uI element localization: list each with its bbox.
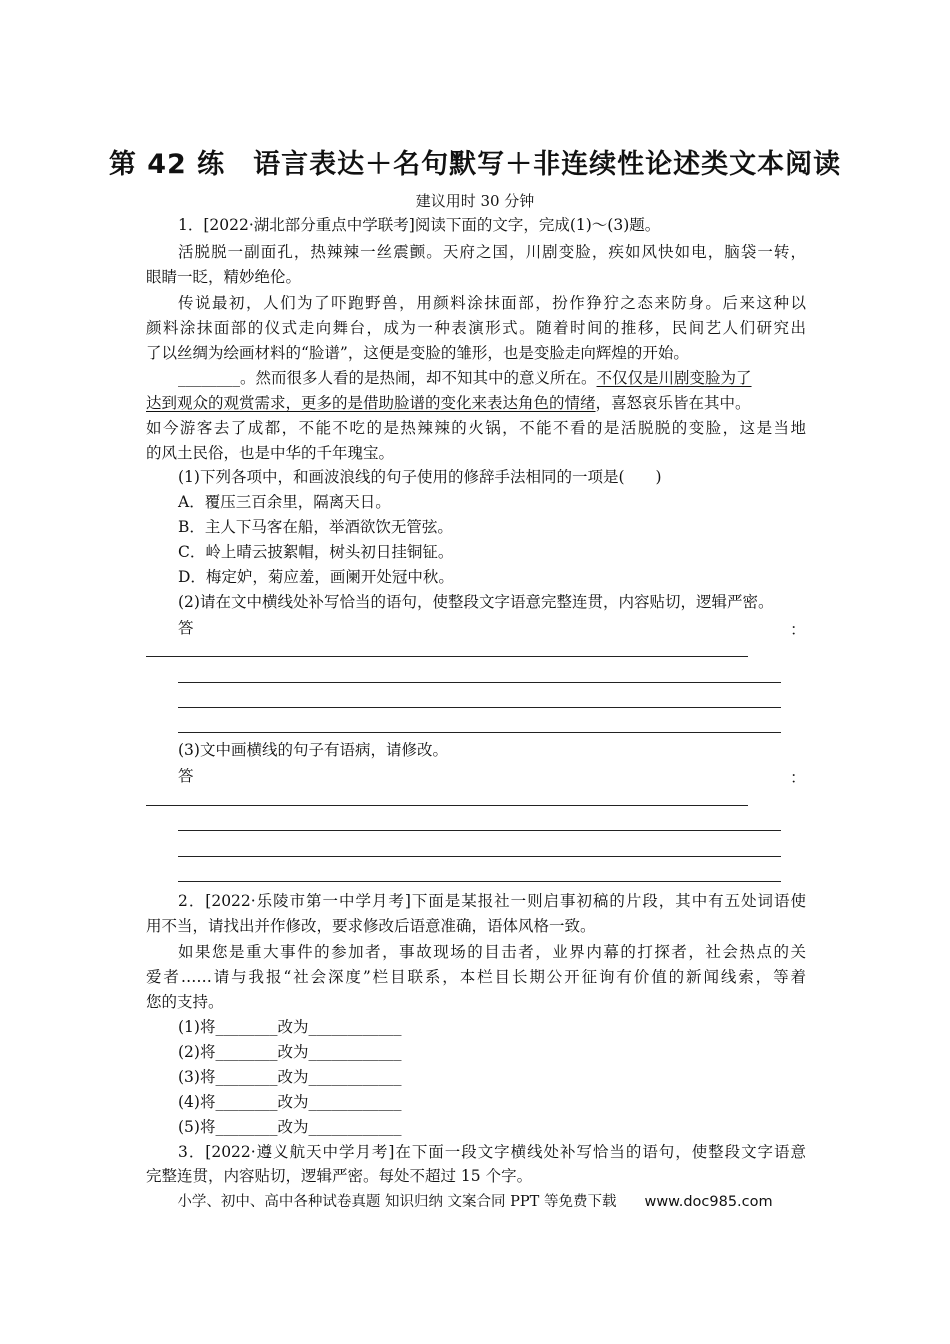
- q1-p1-line2: 眼睛一眨，精妙绝伦。: [146, 268, 302, 286]
- option-d[interactable]: D．梅定妒，菊应羞，画阑开处冠中秋。: [178, 568, 454, 586]
- q2-header-line2: 用不当，请找出并作修改，要求修改后语意准确，语体风格一致。: [146, 917, 596, 935]
- q2-answer-4[interactable]: (4)将________改为____________: [178, 1093, 402, 1111]
- answer-line[interactable]: [178, 856, 781, 857]
- option-c[interactable]: C．岭上晴云披絮帽，树头初日挂铜钲。: [178, 543, 454, 561]
- fill-blank[interactable]: ________: [178, 369, 240, 387]
- answer-line[interactable]: [178, 707, 781, 708]
- q1-p3-line1: [178, 368, 752, 388]
- answer-line[interactable]: [178, 682, 781, 683]
- q1-sub3-prompt: (3)文中画横线的句子有语病，请修改。: [178, 741, 448, 759]
- q1-header: 1．[2022·湖北部分重点中学联考]阅读下面的文字，完成(1)～(3)题。: [178, 216, 661, 234]
- option-a[interactable]: A．覆压三百余里，隔离天日。: [178, 493, 391, 511]
- footer-site-link[interactable]: www.doc985.com: [644, 1194, 773, 1210]
- q1-p2-line1: 传说最初，人们为了吓跑野兽，用颜料涂抹面部，扮作狰狞之态来防身。后来这种以: [178, 294, 806, 312]
- answer-line[interactable]: [146, 656, 748, 657]
- faulty-sentence-part2: 达到观众的观赏需求，更多的是借助脸谱的变化来表达角色的情绪: [146, 394, 596, 412]
- q2-passage-line2: 爱者……请与我报“社会深度”栏目联系，本栏目长期公开征询有价值的新闻线索，等着: [146, 968, 806, 986]
- q1-p3-line4: 的风土民俗，也是中华的千年瑰宝。: [146, 444, 395, 462]
- q1-sub3-colon: ：: [790, 768, 807, 787]
- q1-sub2-colon: ：: [790, 620, 807, 639]
- answer-line[interactable]: [178, 732, 781, 733]
- q3-header-line1: 3．[2022·遵义航天中学月考]在下面一段文字横线处补写恰当的语句，使整段文字语意: [178, 1143, 806, 1161]
- q1-p3-text2: ，喜怒哀乐皆在其中。: [595, 394, 751, 412]
- q1-p2-line2: 颜料涂抹面部的仪式走向舞台，成为一种表演形式。随着时间的推移，民间艺人们研究出: [146, 319, 806, 337]
- q2-header-line1: 2．[2022·乐陵市第一中学月考]下面是某报社一则启事初稿的片段，其中有五处词语使: [178, 892, 806, 910]
- q1-p2-line3: 了以丝绸为绘画材料的“脸谱”，这便是变脸的雏形，也是变脸走向辉煌的开始。: [146, 344, 689, 362]
- q1-p3-line3: 如今游客去了成都，不能不吃的是热辣辣的火锅，不能不看的是活脱脱的变脸，这是当地: [146, 419, 806, 437]
- time-suggestion: 建议用时 30 分钟: [415, 192, 535, 210]
- q2-passage-line3: 您的支持。: [146, 993, 224, 1011]
- answer-line[interactable]: [178, 830, 781, 831]
- page-footer: [0, 1190, 950, 1211]
- q1-sub2-prompt: (2)请在文中横线处补写恰当的语句，使整段文字语意完整连贯，内容贴切，逻辑严密。: [178, 593, 774, 611]
- q1-p1-line1: 活脱脱一副面孔，热辣辣一丝震颤。天府之国，川剧变脸，疾如风快如电，脑袋一转，: [178, 243, 806, 261]
- q2-answer-5[interactable]: (5)将________改为____________: [178, 1118, 402, 1136]
- q1-sub3-answer-label: 答: [178, 767, 194, 785]
- faulty-sentence-part1: 不仅仅是川剧变脸为了: [596, 369, 752, 387]
- option-b[interactable]: B．主人下马客在船，举酒欲饮无管弦。: [178, 518, 453, 536]
- q1-p3-line2: [146, 393, 751, 413]
- q2-answer-1[interactable]: (1)将________改为____________: [178, 1018, 402, 1036]
- q2-answer-3[interactable]: (3)将________改为____________: [178, 1068, 402, 1086]
- q3-header-line2: 完整连贯，内容贴切，逻辑严密。每处不超过 15 个字。: [146, 1167, 533, 1185]
- q2-answer-2[interactable]: (2)将________改为____________: [178, 1043, 402, 1061]
- q1-sub1-prompt: (1)下列各项中，和画波浪线的句子使用的修辞手法相同的一项是( ): [178, 468, 662, 486]
- q1-p3-text1: 。然而很多人看的是热闹，却不知其中的意义所在。: [240, 369, 597, 387]
- footer-text: 小学、初中、高中各种试卷真题 知识归纳 文案合同 PPT 等免费下载: [177, 1194, 617, 1210]
- page-title: 第 42 练 语言表达＋名句默写＋非连续性论述类文本阅读: [108, 149, 842, 180]
- q2-passage-line1: 如果您是重大事件的参加者，事故现场的目击者，业界内幕的打探者，社会热点的关: [178, 943, 806, 961]
- answer-line[interactable]: [146, 805, 748, 806]
- q1-sub2-answer-label: 答: [178, 619, 194, 637]
- answer-line[interactable]: [178, 881, 781, 882]
